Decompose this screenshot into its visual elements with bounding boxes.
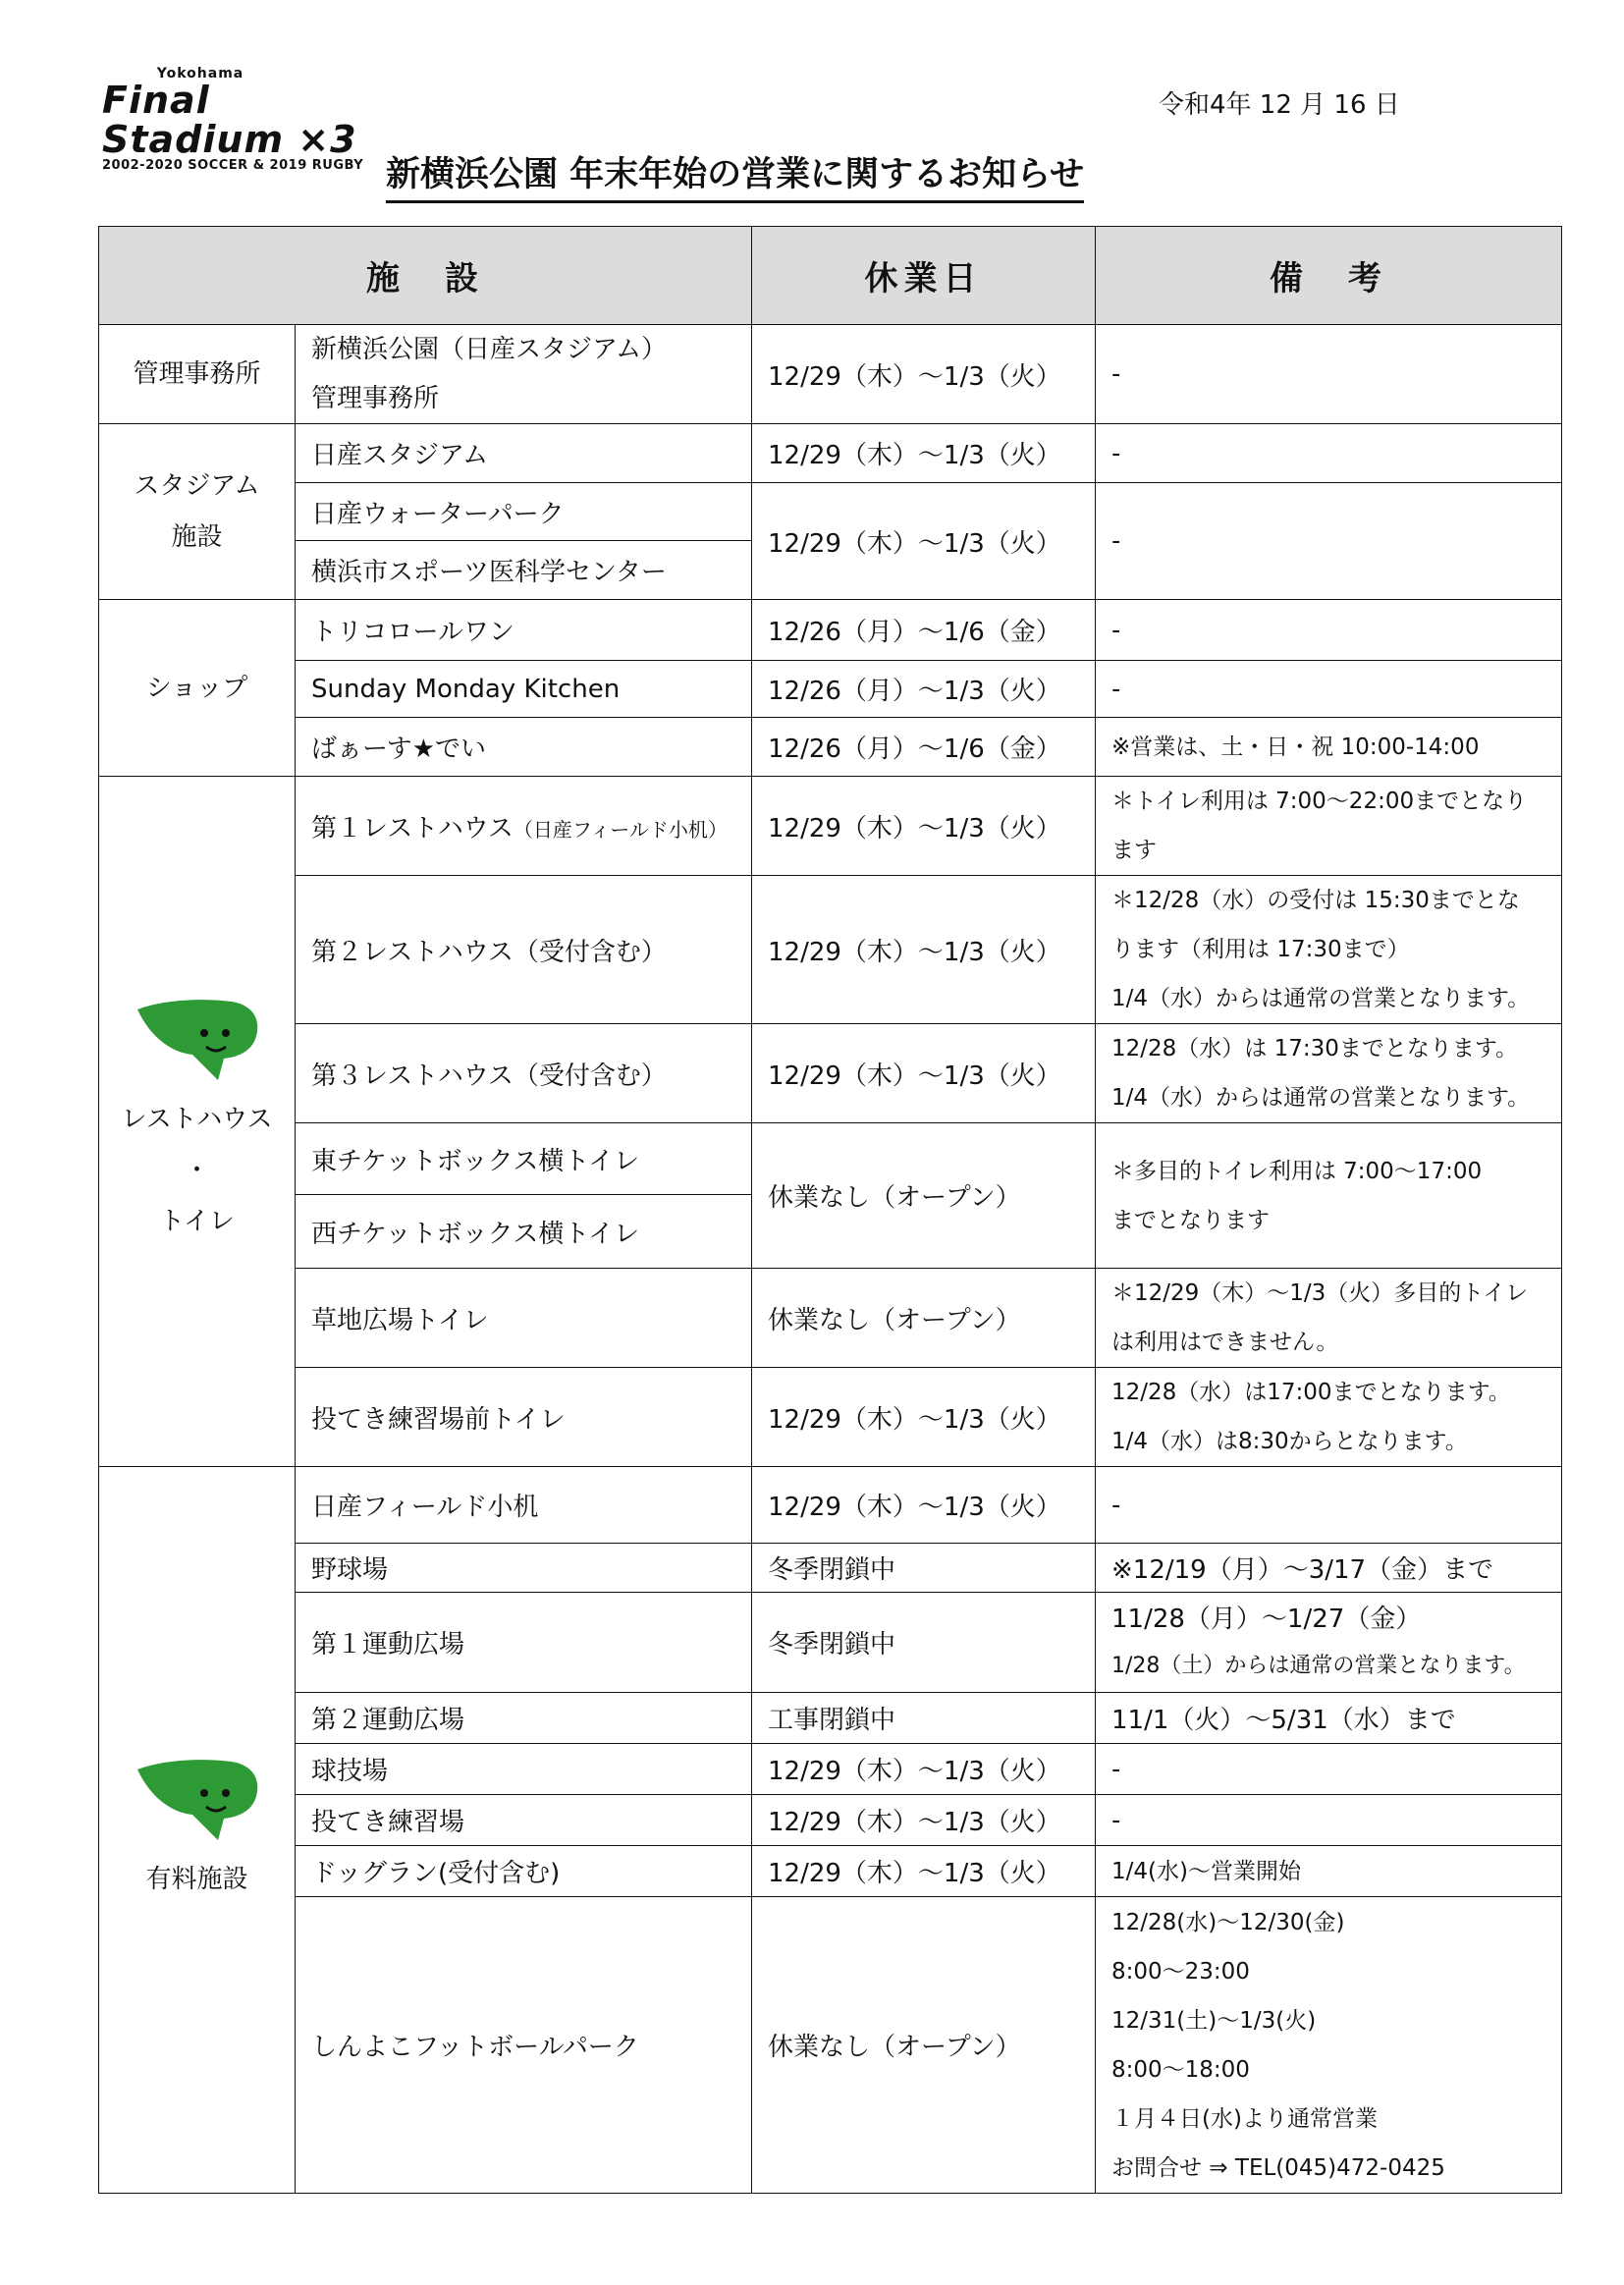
closed-dates: 休業なし（オープン） xyxy=(752,1123,1096,1269)
closed-dates: 12/29（木）～1/3（火） xyxy=(752,1846,1096,1897)
facility-name: 第３レストハウス（受付含む） xyxy=(296,1024,752,1123)
facility-name: 日産フィールド小机 xyxy=(296,1467,752,1544)
logo xyxy=(102,67,397,173)
facility-name: 横浜市スポーツ医科学センター xyxy=(296,541,752,600)
facility-name: 東チケットボックス横トイレ xyxy=(296,1123,752,1195)
remarks: - xyxy=(1096,1795,1562,1846)
remarks: - xyxy=(1096,1744,1562,1795)
facility-name: 新横浜公園（日産スタジアム） 管理事務所 xyxy=(296,325,752,424)
remarks: 12/28（水）は17:00までとなります。 1/4（水）は8:30からとなります。 xyxy=(1096,1368,1562,1467)
closed-dates: 12/29（木）～1/3（火） xyxy=(752,1795,1096,1846)
table-row xyxy=(99,1123,1562,1195)
facility-name: 第１レストハウス（日産フィールド小机） xyxy=(296,777,752,876)
facility-name: 第１運動広場 xyxy=(296,1593,752,1693)
remarks: 11/28（月）～1/27（金） 1/28（土）からは通常の営業となります。 xyxy=(1096,1593,1562,1693)
facility-name: 日産ウォーターパーク xyxy=(296,483,752,541)
closed-dates: 冬季閉鎖中 xyxy=(752,1593,1096,1693)
facility-name: トリコロールワン xyxy=(296,600,752,661)
closed-dates: 12/26（月）～1/3（火） xyxy=(752,661,1096,718)
closed-dates: 12/29（木）～1/3（火） xyxy=(752,424,1096,483)
logo-sub-text: 2002-2020 SOCCER & 2019 RUGBY xyxy=(102,158,364,173)
remarks: ＊トイレ利用は 7:00～22:00までとなり ます xyxy=(1096,777,1562,876)
closed-dates: 12/29（木）～1/3（火） xyxy=(752,1467,1096,1544)
col-header-closed: 休業日 xyxy=(752,227,1096,325)
table-row xyxy=(99,876,1562,1024)
facility-name: 第２レストハウス（受付含む） xyxy=(296,876,752,1024)
closed-dates: 12/29（木）～1/3（火） xyxy=(752,325,1096,424)
table-row xyxy=(99,1593,1562,1693)
facility-name: ばぁーす★でい xyxy=(296,718,752,777)
remarks: ＊12/29（木）～1/3（火）多目的トイレ は利用はできません。 xyxy=(1096,1269,1562,1368)
closed-dates: 12/29（木）～1/3（火） xyxy=(752,1024,1096,1123)
table-row xyxy=(99,600,1562,661)
closed-dates: 12/26（月）～1/6（金） xyxy=(752,718,1096,777)
closed-dates: 12/29（木）～1/3（火） xyxy=(752,876,1096,1024)
table-row xyxy=(99,424,1562,483)
remarks: ＊12/28（水）の受付は 15:30までとな ります（利用は 17:30まで） 1/4（水）からは通常の営業となります。 xyxy=(1096,876,1562,1024)
closed-dates: 12/29（木）～1/3（火） xyxy=(752,777,1096,876)
facility-name: Sunday Monday Kitchen xyxy=(296,661,752,718)
closed-dates: 12/29（木）～1/3（火） xyxy=(752,483,1096,600)
remarks: ※12/19（月）～3/17（金）まで xyxy=(1096,1544,1562,1593)
table-row xyxy=(99,1744,1562,1795)
remarks: - xyxy=(1096,661,1562,718)
remarks: 12/28(水)～12/30(金) 8:00～23:00 12/31(土)～1/3(火) 8:00～18:00 １月４日(水)より通常営業 お問合せ ⇒ TEL(045)472-0425 xyxy=(1096,1897,1562,2194)
facility-name: 投てき練習場 xyxy=(296,1795,752,1846)
remarks: 12/28（水）は 17:30までとなります。 1/4（水）からは通常の営業となります。 xyxy=(1096,1024,1562,1123)
table-row xyxy=(99,483,1562,541)
category-stadium: スタジアム 施設 xyxy=(99,424,296,600)
closed-dates: 12/26（月）～1/6（金） xyxy=(752,600,1096,661)
category-paid: 有料施設 xyxy=(99,1467,296,2194)
facility-name: 野球場 xyxy=(296,1544,752,1593)
table-row xyxy=(99,777,1562,876)
category-shop: ショップ xyxy=(99,600,296,777)
closed-dates: 休業なし（オープン） xyxy=(752,1269,1096,1368)
table-row xyxy=(99,1368,1562,1467)
remarks: - xyxy=(1096,325,1562,424)
page-title: 新横浜公園 年末年始の営業に関するお知らせ xyxy=(386,147,1084,203)
table-row xyxy=(99,661,1562,718)
closed-dates: 12/29（木）～1/3（火） xyxy=(752,1744,1096,1795)
category-resthouse: レストハウス ・ トイレ xyxy=(99,777,296,1467)
remarks: - xyxy=(1096,483,1562,600)
remarks: ※営業は、土・日・祝 10:00-14:00 xyxy=(1096,718,1562,777)
remarks: 1/4(水)～営業開始 xyxy=(1096,1846,1562,1897)
table-header-row xyxy=(99,227,1562,325)
col-header-remarks: 備 考 xyxy=(1096,227,1562,325)
table-row xyxy=(99,1269,1562,1368)
closed-dates: 休業なし（オープン） xyxy=(752,1897,1096,2194)
facility-name: 西チケットボックス横トイレ xyxy=(296,1195,752,1269)
remarks: - xyxy=(1096,600,1562,661)
table-row xyxy=(99,1467,1562,1544)
closed-dates: 工事閉鎖中 xyxy=(752,1693,1096,1744)
table-row xyxy=(99,1693,1562,1744)
table-row xyxy=(99,1846,1562,1897)
table-row xyxy=(99,1024,1562,1123)
closure-table xyxy=(98,226,1562,2194)
mascot-icon xyxy=(134,996,261,1084)
category-office: 管理事務所 xyxy=(99,325,296,424)
closed-dates: 12/29（木）～1/3（火） xyxy=(752,1368,1096,1467)
remarks: - xyxy=(1096,1467,1562,1544)
mascot-icon xyxy=(134,1756,261,1844)
facility-name: 第２運動広場 xyxy=(296,1693,752,1744)
table-row xyxy=(99,1544,1562,1593)
facility-name: 球技場 xyxy=(296,1744,752,1795)
table-row xyxy=(99,718,1562,777)
table-row xyxy=(99,1795,1562,1846)
closed-dates: 冬季閉鎖中 xyxy=(752,1544,1096,1593)
facility-name: しんよこフットボールパーク xyxy=(296,1897,752,2194)
facility-name: 投てき練習場前トイレ xyxy=(296,1368,752,1467)
logo-main-text: Final Stadium ×3 xyxy=(102,79,357,161)
issue-date: 令和4年 12 月 16 日 xyxy=(1159,90,1400,120)
facility-name: 草地広場トイレ xyxy=(296,1269,752,1368)
remarks: ＊多目的トイレ利用は 7:00～17:00 までとなります xyxy=(1096,1123,1562,1269)
remarks: 11/1（火）～5/31（水）まで xyxy=(1096,1693,1562,1744)
facility-name: ドッグラン(受付含む) xyxy=(296,1846,752,1897)
remarks: - xyxy=(1096,424,1562,483)
table-row xyxy=(99,1897,1562,2194)
col-header-facility: 施 設 xyxy=(99,227,752,325)
table-row xyxy=(99,325,1562,424)
facility-name: 日産スタジアム xyxy=(296,424,752,483)
logo-small-text: Yokohama xyxy=(156,66,244,82)
